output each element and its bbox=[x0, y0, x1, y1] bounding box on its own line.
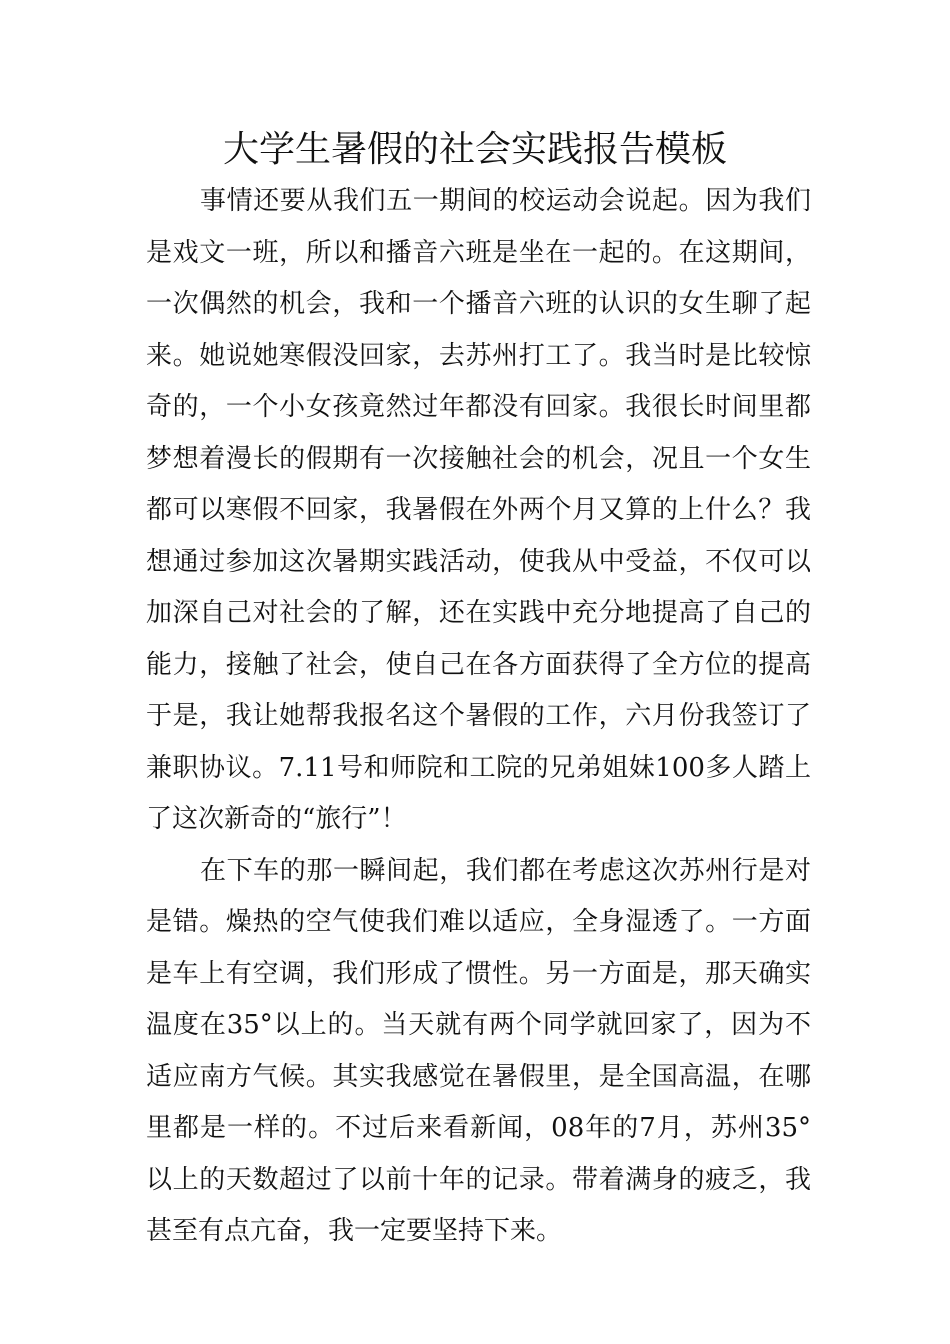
document-title: 大学生暑假的社会实践报告模板 bbox=[222, 129, 727, 170]
paragraph-line: 事情还要从我们五一期间的校运动会说起。因为我们 bbox=[200, 186, 811, 216]
paragraph-line: 是戏文一班，所以和播音六班是坐在一起的。在这期间， bbox=[146, 237, 811, 268]
paragraph-line: 兼职协议。7.11号和师院和工院的兄弟姐妹100多人踏上 bbox=[146, 752, 811, 783]
paragraph-line: 了这次新奇的“旅行”！ bbox=[146, 804, 407, 834]
paragraph-line: 奇的，一个小女孩竟然过年都没有回家。我很长时间里都 bbox=[146, 392, 811, 422]
paragraph-line: 以上的天数超过了以前十年的记录。带着满身的疲乏，我 bbox=[146, 1164, 811, 1195]
paragraph-line: 温度在35°以上的。当天就有两个同学就回家了，因为不 bbox=[146, 1010, 811, 1040]
paragraph-line: 都可以寒假不回家，我暑假在外两个月又算的上什么？我 bbox=[146, 495, 811, 525]
paragraph-line: 来。她说她寒假没回家，去苏州打工了。我当时是比较惊 bbox=[146, 340, 811, 371]
document-body bbox=[146, 176, 811, 1258]
paragraph-line: 一次偶然的机会，我和一个播音六班的认识的女生聊了起 bbox=[146, 289, 811, 319]
paragraph-line: 甚至有点亢奋，我一定要坚持下来。 bbox=[146, 1216, 563, 1246]
paragraph-line: 是错。燥热的空气使我们难以适应，全身湿透了。一方面 bbox=[146, 907, 811, 937]
paragraph-line: 里都是一样的。不过后来看新闻，08年的7月，苏州35° bbox=[146, 1113, 811, 1143]
paragraph-line: 于是，我让她帮我报名这个暑假的工作，六月份我签订了 bbox=[146, 701, 811, 731]
paragraph-line: 想通过参加这次暑期实践活动，使我从中受益，不仅可以 bbox=[146, 546, 811, 577]
paragraph-line: 在下车的那一瞬间起，我们都在考虑这次苏州行是对 bbox=[200, 855, 811, 886]
paragraph-2 bbox=[146, 846, 811, 1258]
paragraph-line: 能力，接触了社会，使自己在各方面获得了全方位的提高 bbox=[146, 649, 811, 680]
paragraph-line: 是车上有空调，我们形成了惯性。另一方面是，那天确实 bbox=[146, 958, 811, 989]
paragraph-line: 梦想着漫长的假期有一次接触社会的机会，况且一个女生 bbox=[146, 443, 811, 474]
paragraph-1 bbox=[146, 176, 811, 846]
paragraph-line: 适应南方气候。其实我感觉在暑假里，是全国高温，在哪 bbox=[146, 1061, 811, 1092]
paragraph-line: 加深自己对社会的了解，还在实践中充分地提高了自己的 bbox=[146, 598, 811, 628]
